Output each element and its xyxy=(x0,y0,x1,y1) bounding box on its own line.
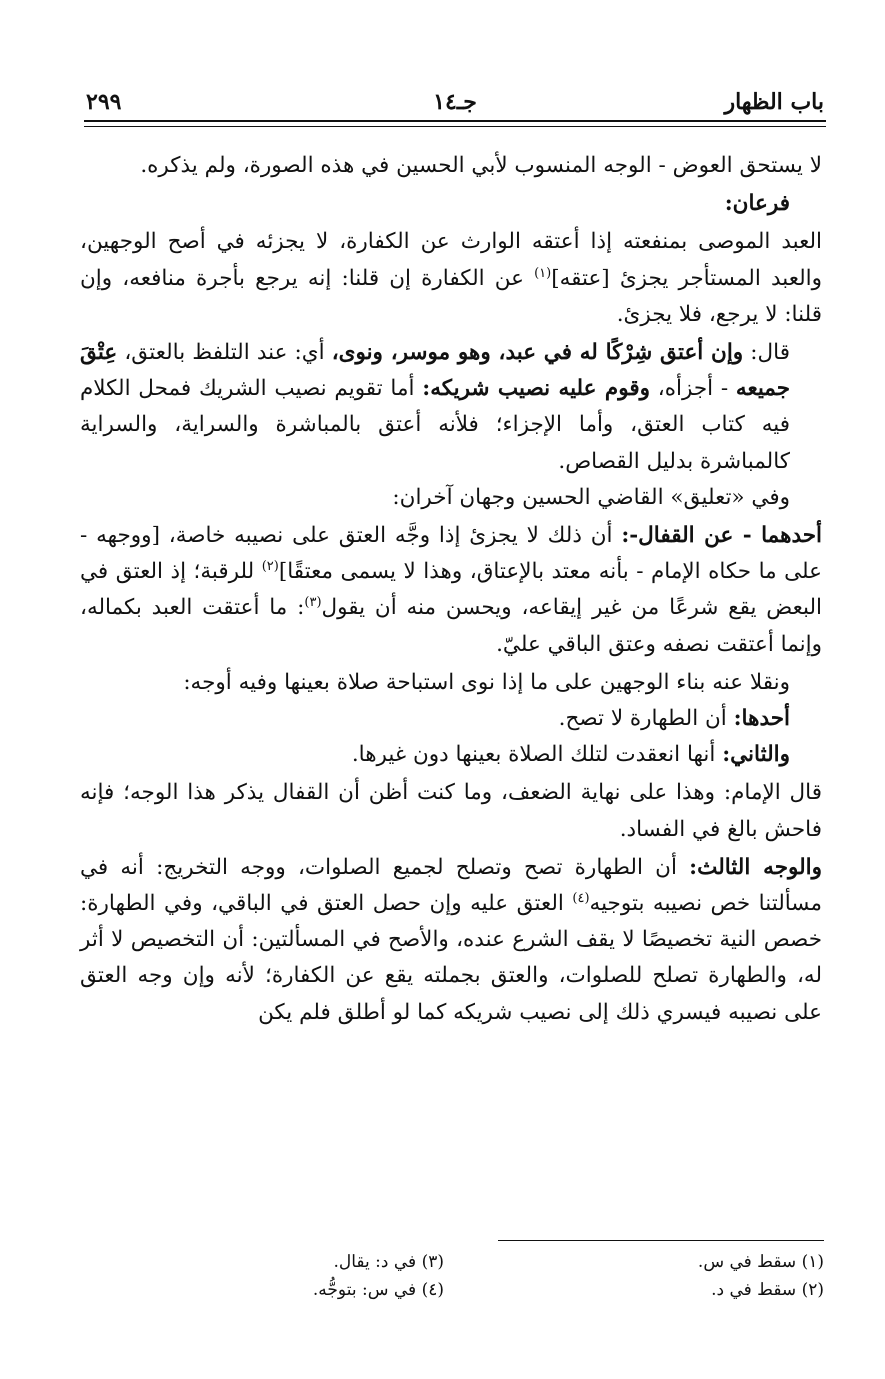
paragraph-text: قال الإمام: وهذا على نهاية الضعف، وما كنت أظن أن القفال يذكر هذا الوجه؛ فإنه فاحش بالغ في الفساد. xyxy=(80,780,822,842)
footnote-text: في د: يقال. xyxy=(333,1252,417,1272)
bold-text: عِتْقَ جميعه xyxy=(80,340,791,402)
paragraph-text: أن الطهارة لا تصح. xyxy=(558,706,734,732)
header-rule-thin xyxy=(84,126,826,127)
chapter-title: باب الظهار xyxy=(724,89,824,115)
footnote-text: سقط في د. xyxy=(711,1280,797,1300)
paragraph-text: - أجزأه، xyxy=(650,376,736,402)
volume-number: جـ١٤ xyxy=(433,89,477,115)
paragraph-text: أن ذلك لا يجزئ إذا وجَّه العتق على نصيبه خاصة، [ووجهه - على ما حكاه الإمام - بأنه معتد بالإعتاق، وهذا لا يسمى معتقًا] xyxy=(80,523,823,585)
footnote-ref: (٤) xyxy=(572,890,590,906)
paragraph-11 xyxy=(80,850,822,1031)
footnote-ref: (١) xyxy=(534,265,552,281)
paragraph-text: أما تقويم نصيب الشريك فمحل الكلام فيه كتاب العتق، وأما الإجزاء؛ فلأنه أعتق بالمباشرة والسراية، والسراية كالمباشرة بدليل القصاص. xyxy=(80,376,790,474)
footnote-number: (٤) xyxy=(421,1280,444,1300)
bold-text: أحدهما - عن القفال-: xyxy=(621,523,822,549)
paragraph-text: أنها انعقدت لتلك الصلاة بعينها دون غيرها. xyxy=(351,742,723,768)
heading-text: فرعان: xyxy=(724,191,790,217)
paragraph-10 xyxy=(80,775,822,847)
paragraph-3 xyxy=(80,224,822,333)
footnote-number: (٢) xyxy=(801,1280,824,1300)
paragraph-9 xyxy=(80,737,822,773)
paragraph-text: أي: عند التلفظ بالعتق، xyxy=(117,340,332,366)
page-number: ٢٩٩ xyxy=(86,89,122,115)
bold-text: والوجه الثالث: xyxy=(689,854,822,880)
paragraph-7 xyxy=(80,665,822,701)
paragraph-text: العبد الموصى بمنفعته إذا أعتقه الوارث عن الكفارة، لا يجزئه في أصح الوجهين، والعبد المستأجر يجزئ [عتقه] xyxy=(80,229,822,291)
paragraph-text: ونقلا عنه بناء الوجهين على ما إذا نوى استباحة صلاة بعينها وفيه أوجه: xyxy=(183,669,790,695)
paragraph-text: العتق عليه وإن حصل العتق في الباقي، وفي الطهارة: خصص النية تخصيصًا لا يقف الشرع عنده، والأصح في المسألتين: أن التخصيص لا أثر له، والطهارة تصلح للصلوات، والعتق بجملته يقع عن الكفارة؛ لأنه وإن وجه العتق على نصيبه فيسري ذلك إلى نصيب شريكه كما لو أطلق فلم يكن xyxy=(80,891,822,1025)
footnote-text: سقط في س. xyxy=(697,1252,797,1272)
paragraph-text: قال: xyxy=(743,340,790,366)
footnote-4 xyxy=(313,1276,444,1304)
footnote-separator xyxy=(498,1240,824,1241)
paragraph-6 xyxy=(80,518,822,663)
paragraph-4 xyxy=(80,335,822,480)
paragraph-text: : ما أعتقت العبد بكماله، وإنما أعتقت نصفه وعتق الباقي عليّ. xyxy=(80,595,822,657)
bold-text: وإن أعتق شِرْكًا له في عبد، وهو موسر، ونوى، xyxy=(331,340,744,366)
footnotes xyxy=(200,1248,824,1310)
footnote-1 xyxy=(698,1248,824,1276)
paragraph-5 xyxy=(80,480,822,516)
paragraph-text: أن الطهارة تصح وتصلح لجميع الصلوات، ووجه التخريج: أنه في مسألتنا خص نصيبه بتوجيه xyxy=(80,854,822,917)
paragraph-text: وفي «تعليق» القاضي الحسين وجهان آخران: xyxy=(392,484,790,510)
footnote-ref: (٢) xyxy=(261,559,279,575)
footnote-text: في س: بتوجُّه. xyxy=(312,1280,417,1300)
paragraph-text: عن الكفارة إن قلنا: إنه يرجع بأجرة منافعه، وإن قلنا: لا يرجع، فلا يجزئ. xyxy=(80,265,822,327)
section-heading xyxy=(80,186,822,222)
footnote-3 xyxy=(334,1248,445,1276)
paragraph-8 xyxy=(80,701,822,737)
bold-text: والثاني: xyxy=(722,742,790,768)
footnote-ref: (٣) xyxy=(304,595,322,611)
paragraph-1 xyxy=(80,148,822,184)
running-header xyxy=(86,86,824,118)
bold-text: وقوم عليه نصيب شريكه: xyxy=(422,376,651,402)
header-rule-thick xyxy=(84,120,826,122)
footnote-2 xyxy=(711,1276,824,1304)
footnote-number: (١) xyxy=(801,1252,824,1272)
footnote-number: (٣) xyxy=(421,1252,444,1272)
main-text xyxy=(80,148,822,1031)
bold-text: أحدها: xyxy=(733,706,790,732)
paragraph-text: لا يستحق العوض - الوجه المنسوب لأبي الحسين في هذه الصورة، ولم يذكره. xyxy=(140,153,822,178)
paragraph-text: للرقبة؛ إذ العتق في البعض يقع شرعًا من غير إيقاعه، ويحسن منه أن يقول xyxy=(80,559,822,621)
